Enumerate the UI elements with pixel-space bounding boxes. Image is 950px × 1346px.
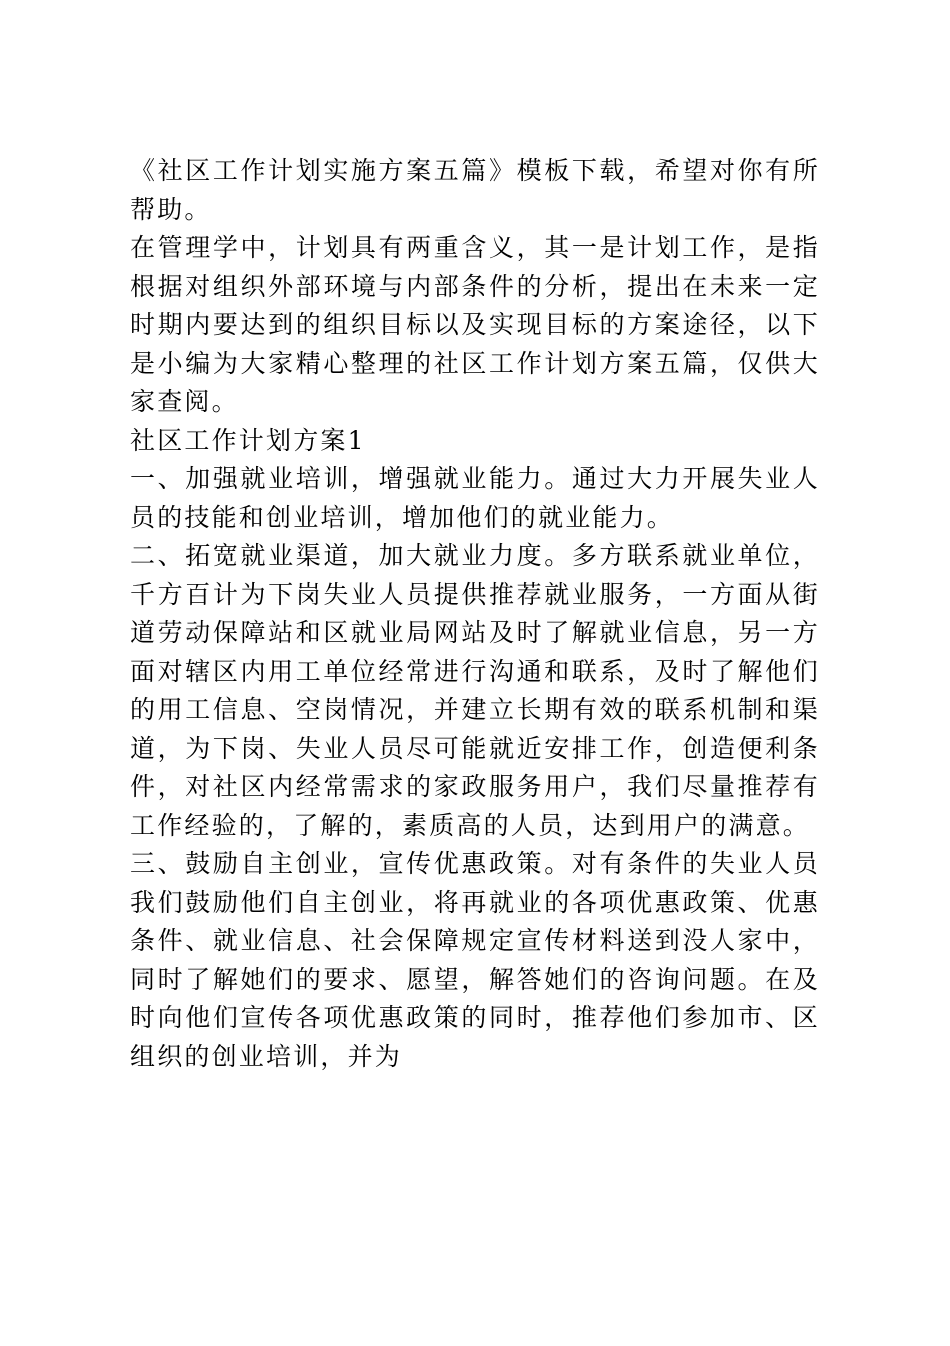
section-heading: 社区工作计划方案1 <box>130 425 366 455</box>
intro-paragraph: 《社区工作计划实施方案五篇》模板下载，希望对你有所帮助。 <box>130 156 820 224</box>
document-body <box>130 152 820 1076</box>
definition-paragraph: 在管理学中，计划具有两重含义，其一是计划工作，是指根据对组织外部环境与内部条件的分析，提出在未来一定时期内要达到的组织目标以及实现目标的方案途径，以下是小编为大家精心整理的社区工作计划方案五篇，仅供大家查阅。 <box>130 233 820 416</box>
item-three-paragraph: 三、鼓励自主创业，宣传优惠政策。对有条件的失业人员我们鼓励他们自主创业，将再就业的各项优惠政策、优惠条件、就业信息、社会保障规定宣传材料送到没人家中，同时了解她们的要求、愿望，解答她们的咨询问题。在及时向他们宣传各项优惠政策的同时，推荐他们参加市、区组织的创业培训，并为 <box>130 849 820 1071</box>
item-one-paragraph: 一、加强就业培训，增强就业能力。通过大力开展失业人员的技能和创业培训，增加他们的就业能力。 <box>130 464 820 532</box>
item-two-paragraph: 二、拓宽就业渠道，加大就业力度。多方联系就业单位，千方百计为下岗失业人员提供推荐就业服务，一方面从街道劳动保障站和区就业局网站及时了解就业信息，另一方面对辖区内用工单位经常进行沟通和联系，及时了解他们的用工信息、空岗情况，并建立长期有效的联系机制和渠道，为下岗、失业人员尽可能就近安排工作，创造便利条件，对社区内经常需求的家政服务用户，我们尽量推荐有工作经验的，了解的，素质高的人员，达到用户的满意。 <box>130 541 820 840</box>
